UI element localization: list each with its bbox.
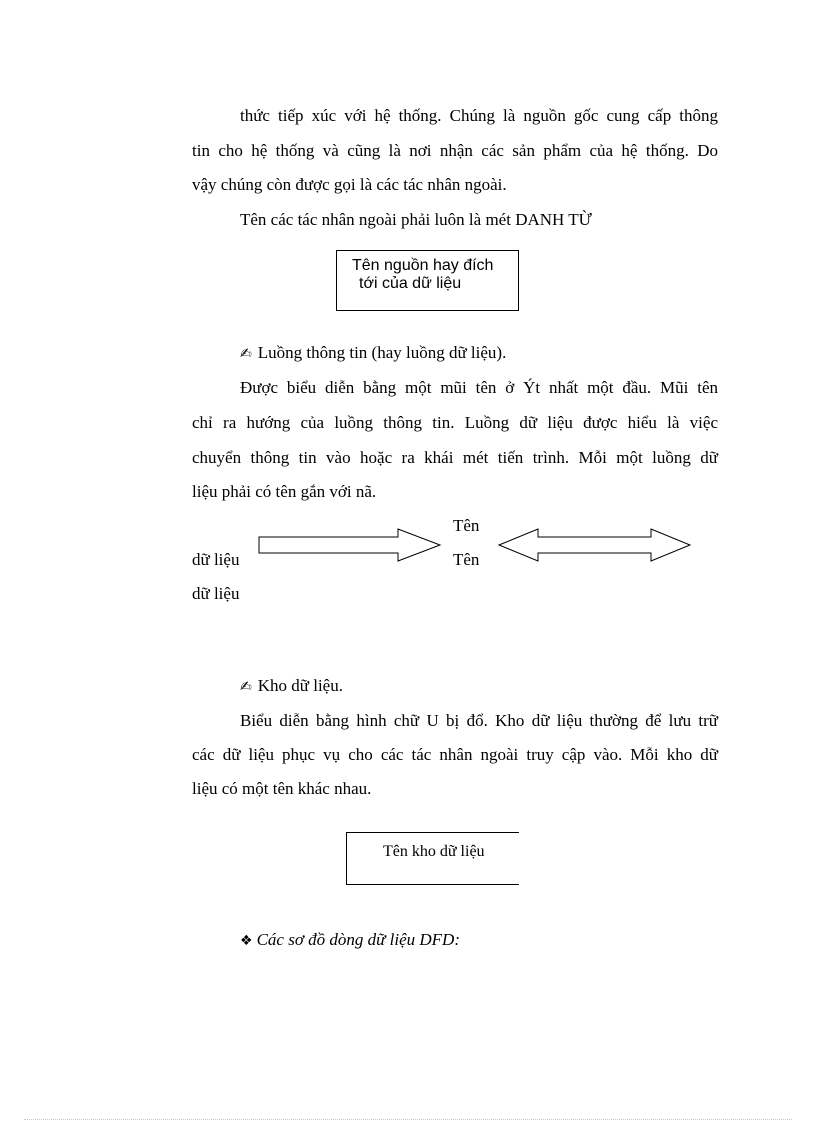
store-heading [240, 676, 343, 697]
flow-line-4: liệu phải có tên gắn với nã. [192, 482, 377, 501]
entity-rule-text: Tên các tác nhân ngoài phải luôn là mét DANH TỪ [240, 210, 592, 229]
paragraph-line-1: thức tiếp xúc với hệ thống. Chúng là nguồn gốc cung cấp thông [240, 106, 718, 125]
arrow-label-ten-bottom: Tên [453, 550, 480, 569]
page-bottom-border [24, 1119, 792, 1120]
arrow-label-du-lieu-1: dữ liệu [192, 550, 240, 569]
writing-hand-icon: ✍ [240, 679, 252, 695]
store-line-1: Biểu diễn bằng hình chữ U bị đổ. Kho dữ liệu thường để lưu trữ [240, 711, 718, 730]
store-line-2: các dữ liệu phục vụ cho các tác nhân ngoài truy cập vào. Mỗi kho dữ [192, 745, 718, 764]
dfd-heading-text: Các sơ đồ dòng dữ liệu DFD: [256, 930, 460, 949]
writing-hand-icon: ✍ [240, 346, 252, 362]
dfd-heading [240, 930, 460, 951]
entity-box-line-1: Tên nguồn hay đích [352, 257, 494, 274]
paragraph-line-3: vậy chúng còn được gọi là các tác nhân ngoài. [192, 175, 507, 194]
single-direction-arrow [259, 529, 440, 561]
data-store-label: Tên kho dữ liệu [383, 843, 485, 860]
diamond-bullet-icon: ❖ [240, 933, 253, 949]
arrow-label-du-lieu-2: dữ liệu [192, 584, 240, 603]
flow-line-1: Được biểu diễn bằng một mũi tên ở Ýt nhất một đầu. Mũi tên [240, 378, 718, 397]
store-heading-text: Kho dữ liệu. [257, 676, 343, 695]
paragraph-line-2: tin cho hệ thống và cũng là nơi nhận các sản phẩm của hệ thống. Do [192, 141, 718, 160]
store-line-3: liệu có một tên khác nhau. [192, 779, 372, 798]
flow-line-3: chuyển thông tin vào hoặc ra khái mét tiến trình. Mỗi một luồng dữ [192, 448, 718, 467]
bidirectional-arrow [499, 529, 690, 561]
flow-line-2: chỉ ra hướng của luồng thông tin. Luồng dữ liệu được hiểu là việc [192, 413, 718, 432]
entity-box-line-2: tới của dữ liệu [359, 275, 462, 292]
arrow-label-ten-top: Tên [453, 516, 480, 535]
flow-heading-text: Luồng thông tin (hay luồng dữ liệu). [257, 343, 507, 362]
